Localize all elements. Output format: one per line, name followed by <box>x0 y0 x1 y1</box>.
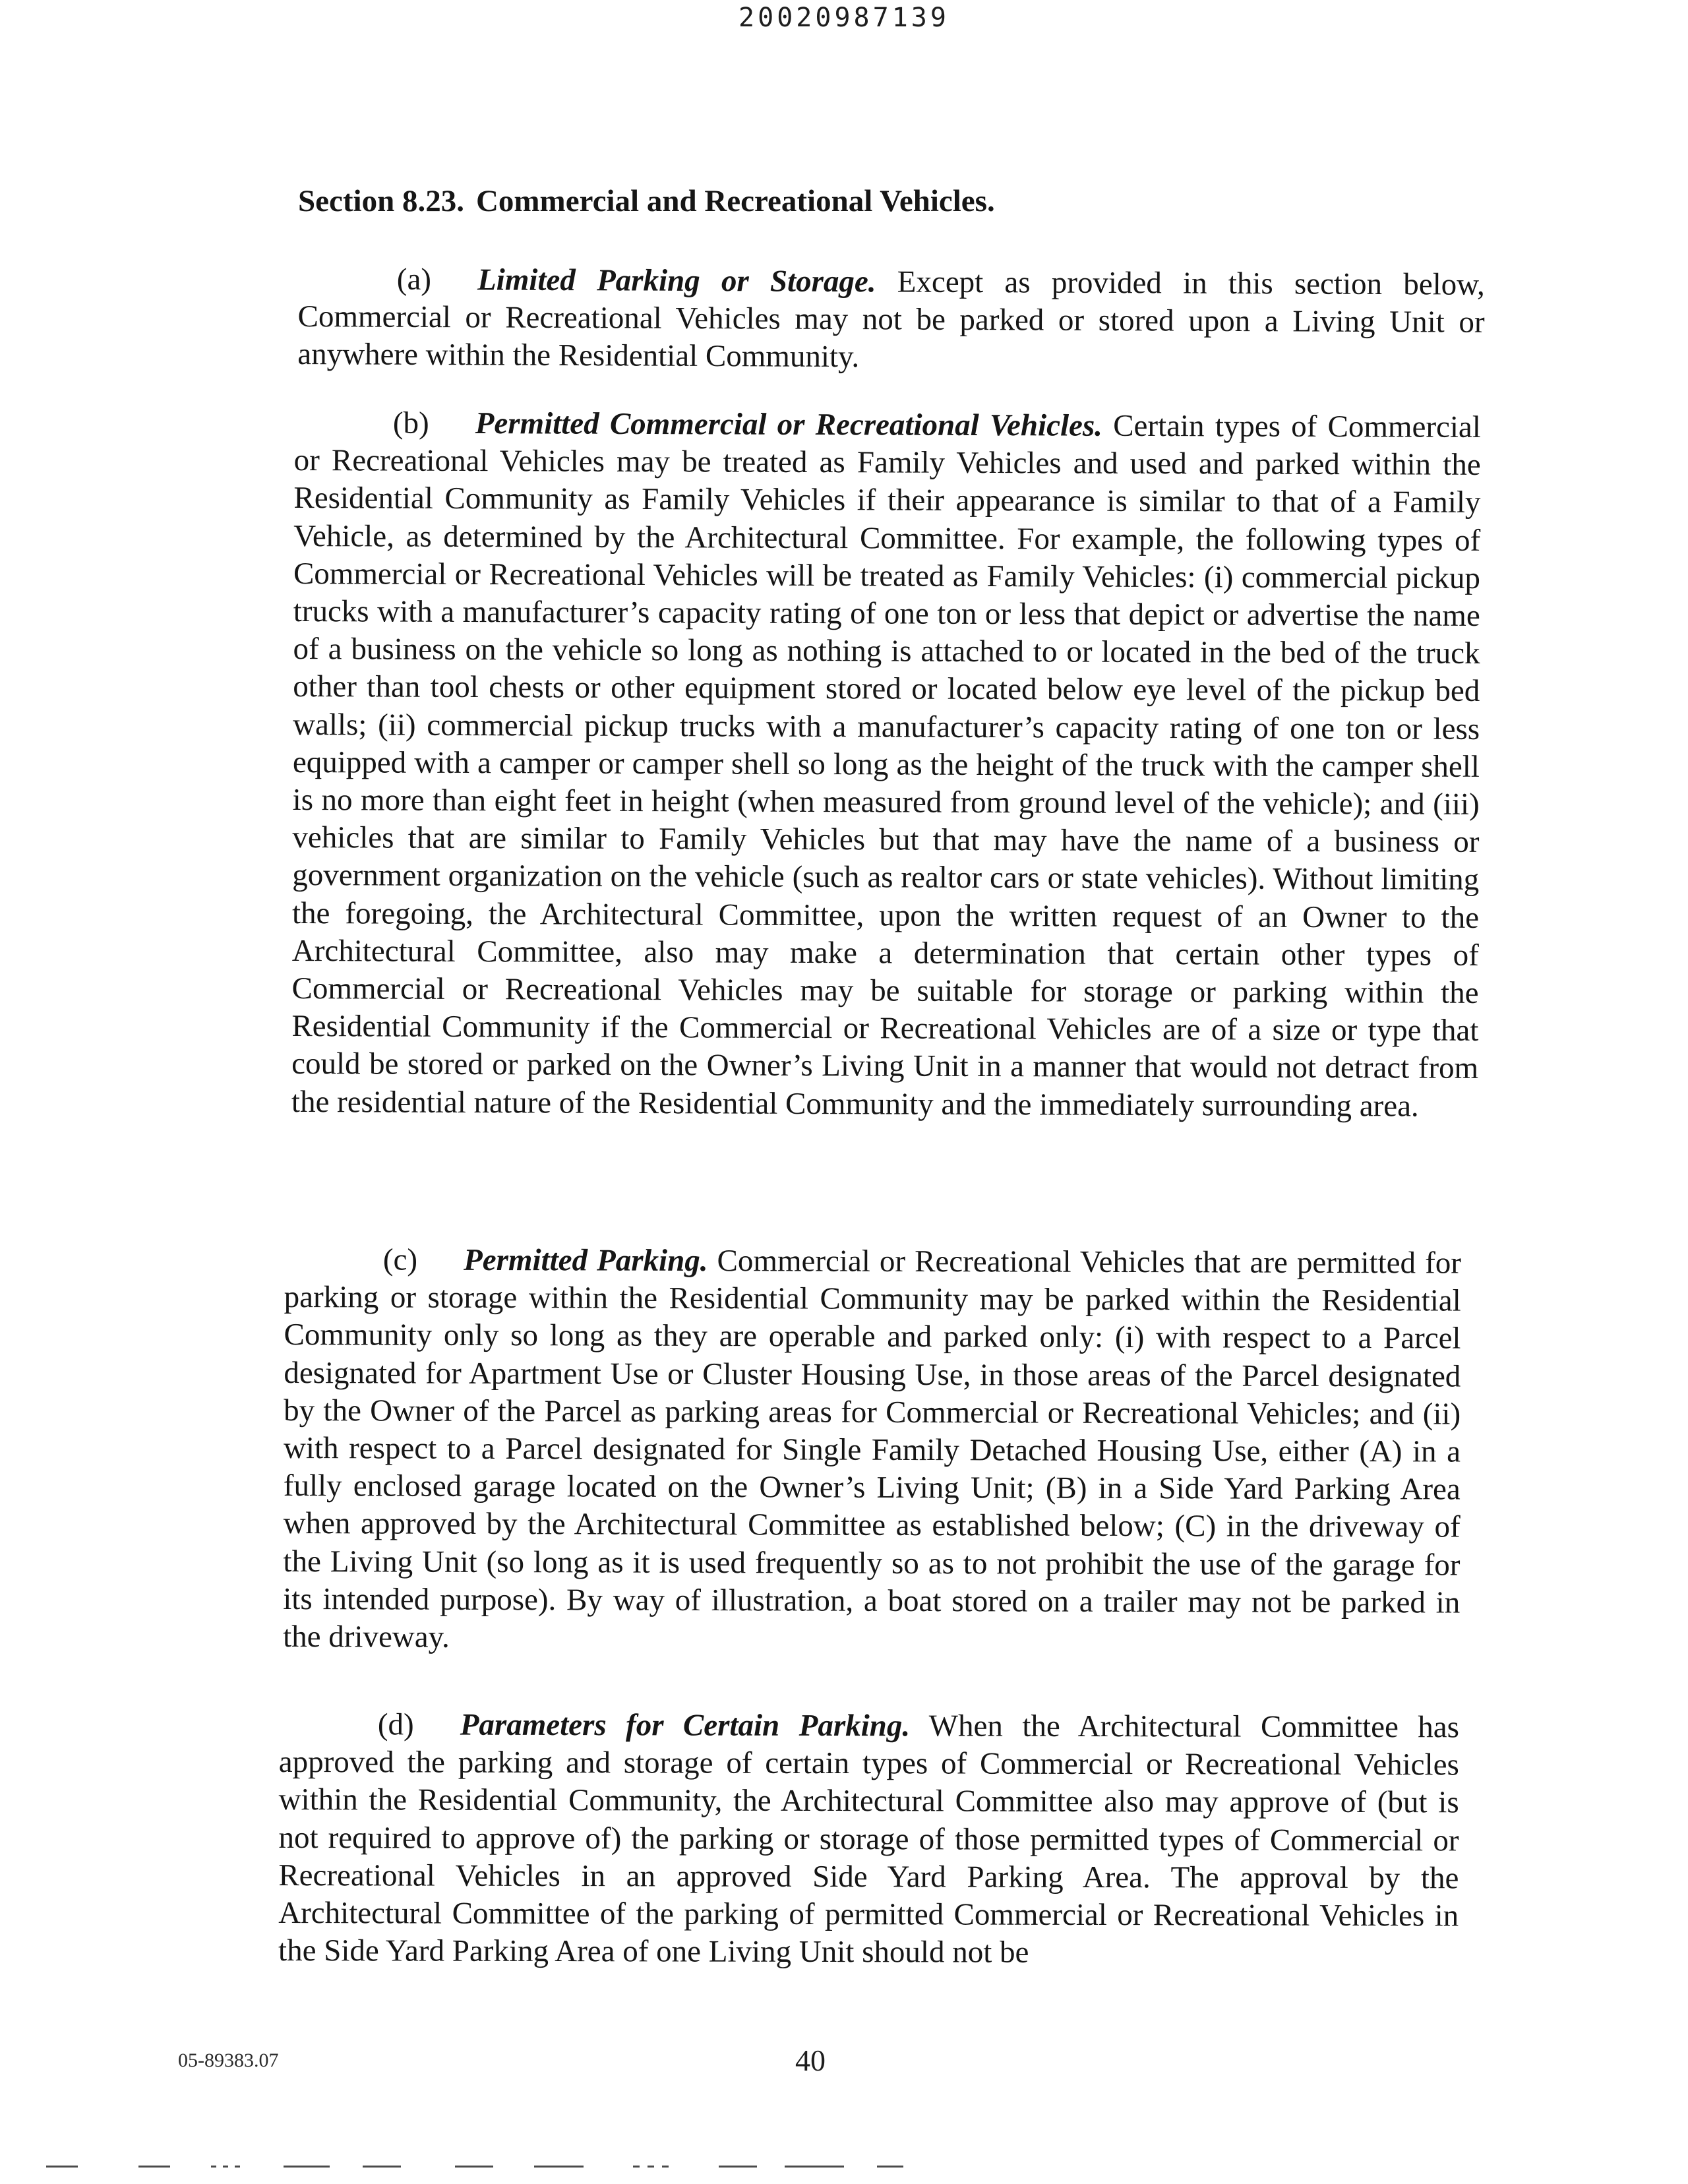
paragraph-d <box>278 1706 1459 1973</box>
paragraph-c <box>283 1241 1461 1660</box>
paragraph-d-label: (d) <box>377 1707 414 1742</box>
paragraph-a-text: Except as provided in this section below, Commercial or Recreational Vehicles may not be parked or stored upon a Living Unit or anywhere within the Residential Community. <box>297 264 1485 375</box>
paragraph-a-caption: Limited Parking or Storage. <box>477 262 876 299</box>
paragraph-c-caption: Permitted Parking. <box>464 1242 708 1279</box>
document-number: 20020987139 <box>738 3 950 33</box>
section-title: Commercial and Recreational Vehicles. <box>475 184 995 218</box>
scan-artifact-marks <box>46 2163 1563 2172</box>
page-number: 40 <box>795 2044 826 2077</box>
paragraph-d-caption: Parameters for Certain Parking. <box>460 1707 911 1744</box>
section-heading <box>298 183 995 219</box>
paragraph-b-text: Certain types of Commercial or Recreational Vehicles may be treated as Family Vehicles and used and parked within the Residential Community as Family Vehicles if their appearance is similar to that of a Family Vehicle, as determined by the Architectural Committee. For example, the following types of Commercial or Recreational Vehicles will be treated as Family Vehicles: (i) commercial pickup trucks with a manufacturer’s capacity rating of one ton or less that depict or advertise the name of a business on the vehicle so long as nothing is attached to or located in the bed of the truck other than tool chests or other equipment stored or located below eye level of the pickup bed walls; (ii) commercial pickup trucks with a manufacturer’s capacity rating of one ton or less equipped with a camper or camper shell so long as the height of the truck with the camper shell is no more than eight feet in height (when measured from ground level of the vehicle); and (iii) vehicles that are similar to Family Vehicles but that may have the name of a business or government organization on the vehicle (such as realtor cars or state vehicles). Without limiting the foregoing, the Architectural Committee, upon the written request of an Owner to the Architectural Committee, also may make a determination that certain other types of Commercial or Recreational Vehicles may be suitable for storage or parking within the Residential Community if the Commercial or Recreational Vehicles are of a size or type that could be stored or parked on the Owner’s Living Unit in a manner that would not detract from the residential nature of the Residential Community and the immediately surrounding area. <box>291 408 1481 1124</box>
paragraph-c-text: Commercial or Recreational Vehicles that are permitted for parking or storage within the Residential Community may be parked within the Residential Community only so long as they are operable and parked only: (i) with respect to a Parcel designated for Apartment Use or Cluster Housing Use, in those areas of the Parcel designated by the Owner of the Parcel as parking areas for Commercial or Recreational Vehicles; and (ii) with respect to a Parcel designated for Single Family Detached Housing Use, either (A) in a fully enclosed garage located on the Owner’s Living Unit; (B) in a Side Yard Parking Area when approved by the Architectural Committee as established below; (C) in the driveway of the Living Unit (so long as it is used frequently so as to not prohibit the use of the garage for its intended purpose). By way of illustration, a boat stored on a trailer may not be parked in the driveway. <box>283 1244 1462 1654</box>
paragraph-b-caption: Permitted Commercial or Recreational Vehicles. <box>475 406 1103 443</box>
paragraph-a-label: (a) <box>396 262 432 297</box>
paragraph-c-label: (c) <box>382 1242 418 1277</box>
paragraph-b <box>291 404 1481 1126</box>
paragraph-a <box>297 260 1485 379</box>
section-number: Section 8.23. <box>298 184 464 218</box>
footer-file-code: 05-89383.07 <box>178 2049 279 2071</box>
paragraph-d-text: When the Architectural Committee has approved the parking and storage of certain types of Commercial or Recreational Vehicles within the Residential Community, the Architectural Committee also may approve of (but is not required to approve of) the parking or storage of those permitted types of Commercial or Recreational Vehicles in an approved Side Yard Parking Area. The approval by the Architectural Committee of the parking of permitted Commercial or Recreational Vehicles in the Side Yard Parking Area of one Living Unit should not be <box>278 1709 1459 1970</box>
paragraph-b-label: (b) <box>392 406 429 440</box>
